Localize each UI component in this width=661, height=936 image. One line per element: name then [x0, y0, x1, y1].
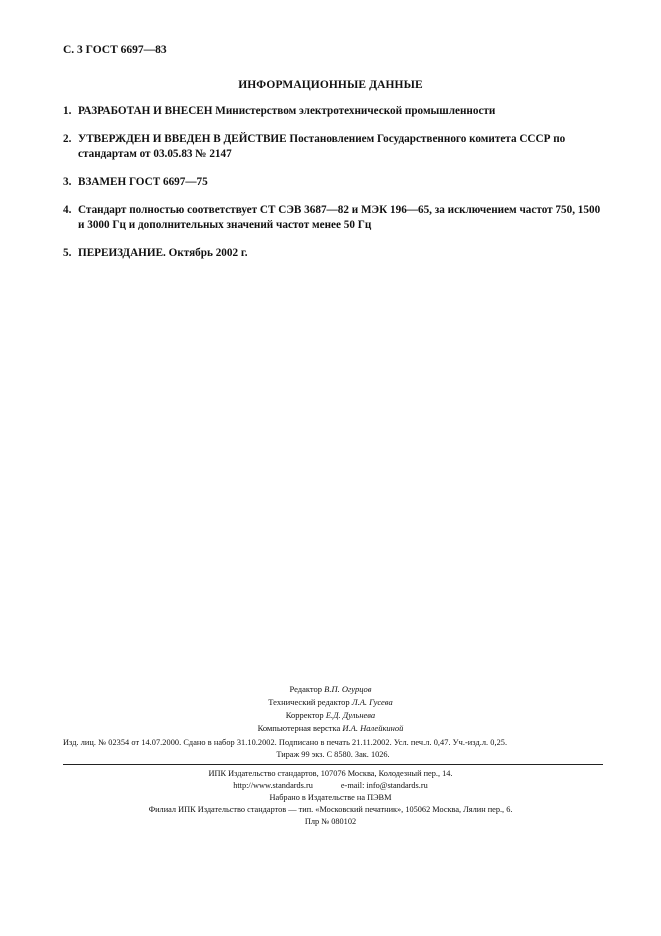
credit-person: Е.Д. Дульнева — [325, 710, 376, 720]
credit-role: Технический редактор — [268, 697, 352, 707]
license-number: Плр № 080102 — [304, 817, 357, 826]
item-text: Министерством электротехнической промышленности — [212, 105, 496, 117]
credit-line — [0, 722, 661, 735]
publisher-website: http://www.standards.ru — [233, 781, 313, 790]
publisher-block — [0, 768, 661, 828]
footer-divider — [63, 764, 603, 765]
credit-person: И.А. Налейкиной — [342, 723, 404, 733]
item-number: 5. — [63, 247, 72, 259]
credit-role: Редактор — [289, 684, 325, 694]
item-lead: УТВЕРЖДЕН И ВВЕДЕН В ДЕЙСТВИЕ — [78, 133, 287, 145]
typeset-note: Набрано в Издательстве на ПЭВМ — [269, 793, 392, 802]
info-item — [63, 132, 603, 162]
credit-role: Компьютерная верстка — [257, 723, 343, 733]
publisher-contacts — [0, 780, 661, 792]
item-number: 3. — [63, 176, 72, 188]
credit-line — [0, 709, 661, 722]
credit-line — [0, 696, 661, 709]
credits-block — [0, 683, 661, 735]
branch-address: Филиал ИПК Издательство стандартов — тип. «Московский печатник», 105062 Москва, Лялин пер., 6. — [148, 805, 513, 814]
info-item — [63, 104, 603, 119]
item-number: 2. — [63, 133, 72, 145]
item-number: 4. — [63, 204, 72, 216]
item-text: Постановлением Государственного комитета СССР по стандартам от 03.05.83 № 2147 — [78, 133, 566, 160]
credit-role: Корректор — [285, 710, 326, 720]
page-header: С. 3 ГОСТ 6697—83 — [63, 44, 167, 56]
item-text: Октябрь 2002 г. — [165, 247, 248, 259]
info-item — [63, 203, 603, 233]
print-info — [63, 737, 603, 761]
publisher-email: e-mail: info@standards.ru — [340, 781, 428, 790]
info-item — [63, 175, 603, 190]
info-item — [63, 246, 603, 261]
credit-person: Л.А. Гусева — [351, 697, 393, 707]
credit-line — [0, 683, 661, 696]
info-list — [63, 104, 603, 274]
print-info-line: Изд. лиц. № 02354 от 14.07.2000. Сдано в набор 31.10.2002. Подписано в печать 21.11.2002. Усл. печ.л. 0,47. Уч.-изд.л. 0,25. — [63, 738, 508, 747]
item-number: 1. — [63, 105, 72, 117]
publisher-address: ИПК Издательство стандартов, 107076 Москва, Колодезный пер., 14. — [208, 769, 453, 778]
credit-person: В.П. Огурцов — [324, 684, 372, 694]
item-lead: ВЗАМЕН ГОСТ 6697—75 — [78, 176, 208, 188]
item-lead: ПЕРЕИЗДАНИЕ. — [78, 247, 166, 259]
section-title: ИНФОРМАЦИОННЫЕ ДАННЫЕ — [238, 79, 423, 91]
item-text: Стандарт полностью соответствует СТ СЭВ 3687—82 и МЭК 196—65, за исключением частот 750, 1500 и 3000 Гц и дополнительных значений частот менее 50 Гц — [78, 204, 601, 231]
item-lead: РАЗРАБОТАН И ВНЕСЕН — [78, 105, 213, 117]
print-run-line: Тираж 99 экз. С 8580. Зак. 1026. — [276, 750, 390, 759]
